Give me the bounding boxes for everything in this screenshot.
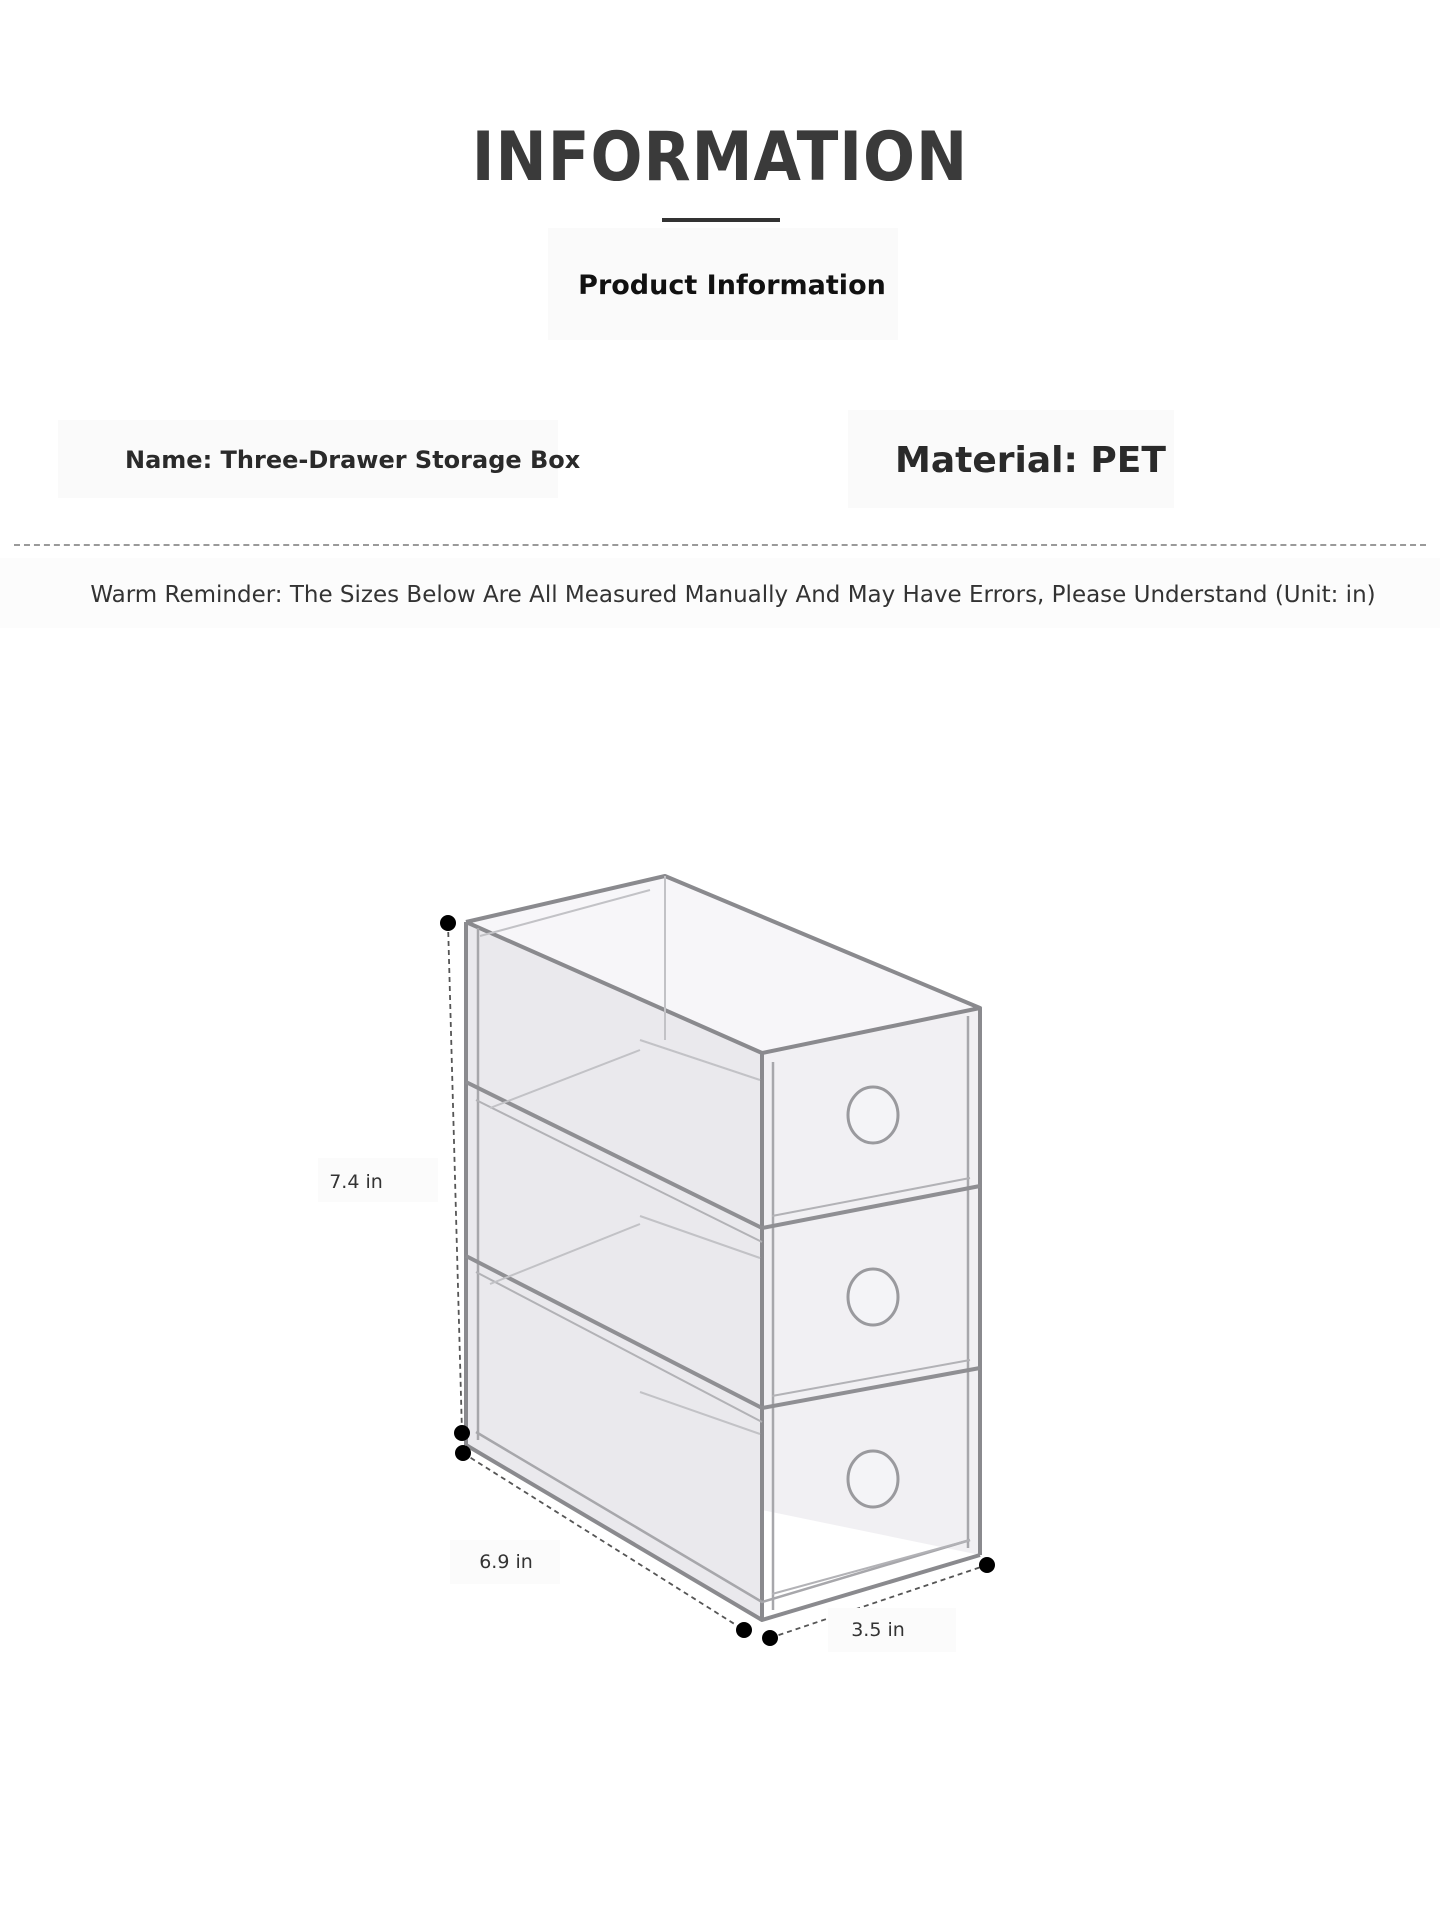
middle-drawer-handle [848,1269,898,1325]
height-guide-line [448,923,462,1433]
height-marker-top [440,915,456,931]
top-drawer-handle [848,1087,898,1143]
width-marker-end [979,1557,995,1573]
storage-box-drawing [466,876,980,1620]
bottom-drawer-handle [848,1451,898,1507]
page-heading: INFORMATION [471,118,969,197]
measurement-reminder: Warm Reminder: The Sizes Below Are All Measured Manually And May Have Errors, Please Understand (Unit: in) [90,582,1376,608]
width-marker-start [762,1630,778,1646]
height-marker-bottom [454,1425,470,1441]
section-subtitle: Product Information [578,270,886,301]
height-label: 7.4 in [329,1171,383,1193]
width-label: 3.5 in [851,1619,905,1641]
depth-marker-start [455,1445,471,1461]
depth-marker-end [736,1622,752,1638]
product-material: Material: PET [895,440,1166,481]
product-name: Name: Three-Drawer Storage Box [125,446,581,474]
depth-label: 6.9 in [479,1551,533,1573]
